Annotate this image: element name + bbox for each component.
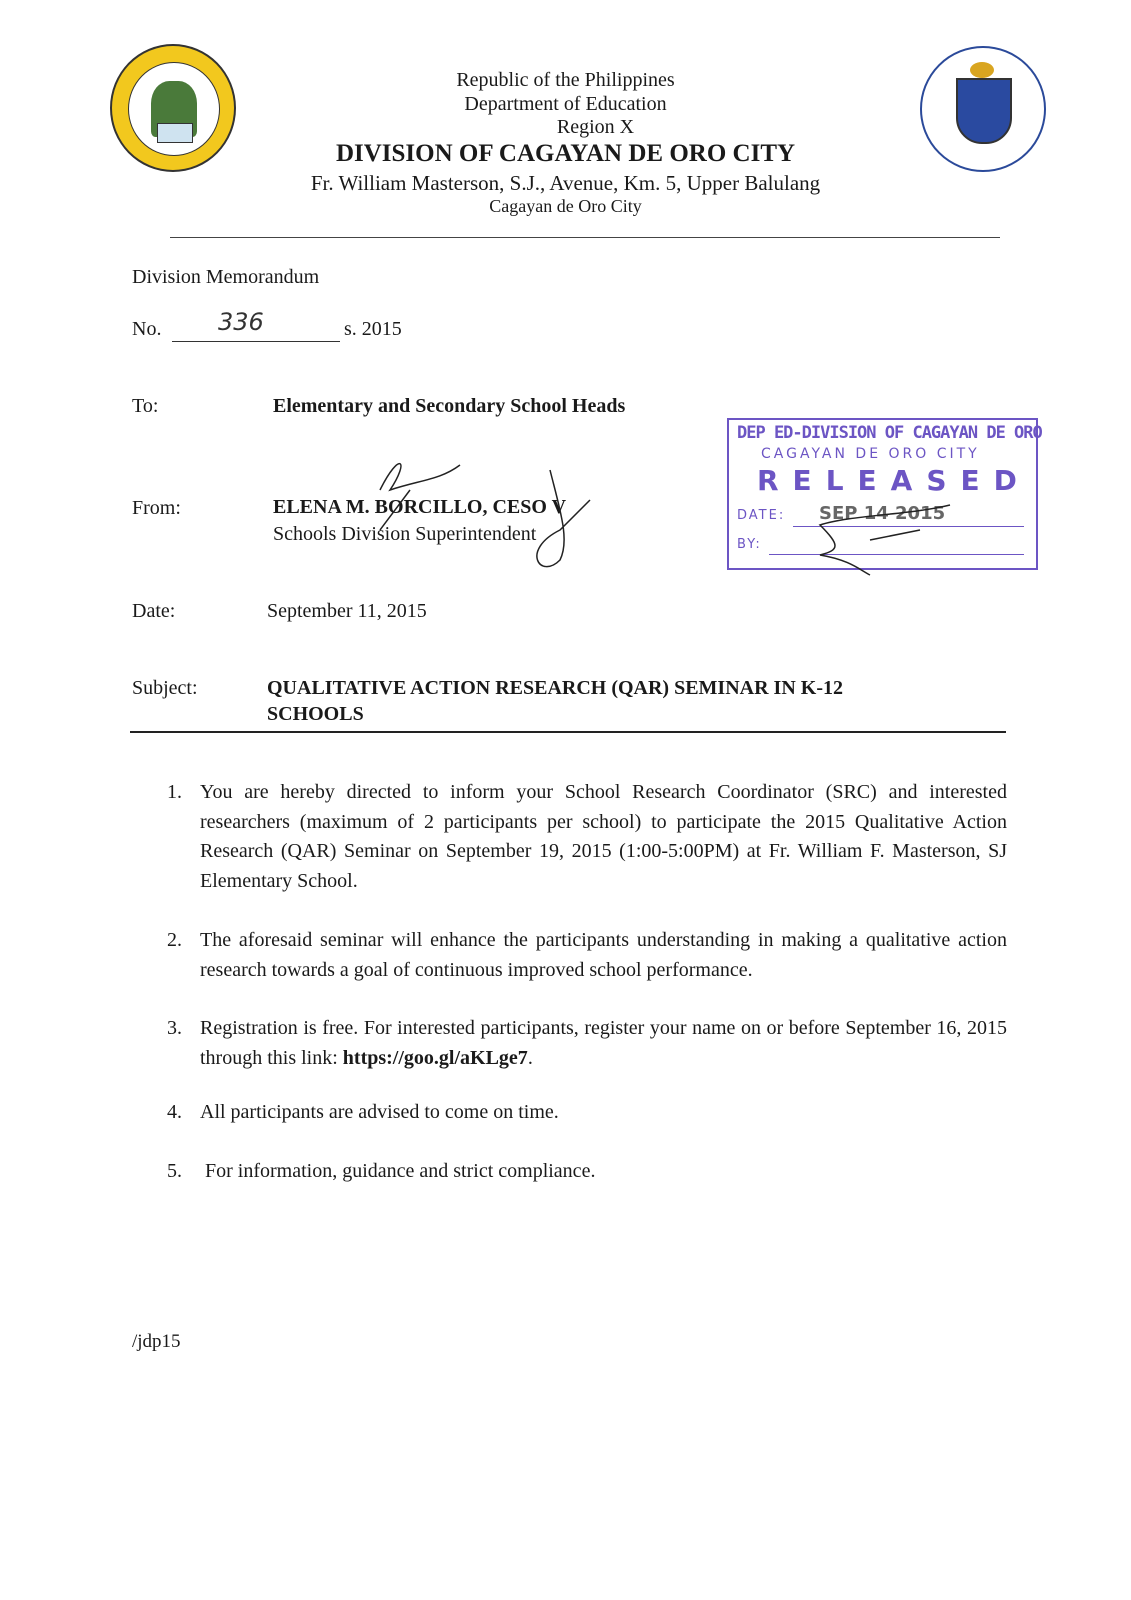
header-region: Region X: [556, 116, 635, 138]
memo-no-label: No.: [132, 318, 162, 340]
footer-ref: /jdp15: [132, 1331, 181, 1352]
subject-line2: SCHOOLS: [267, 703, 364, 725]
body-item-2: [167, 926, 1007, 985]
item-text: You are hereby directed to inform your School Research Coordinator (SRC) and interested researchers (maximum of 2 participants per school) to participate the 2015 Qualitative Action Research (QAR) Seminar on September 19, 2015 (1:00-5:00PM) at Fr. William F. Masterson, SJ Elementary School.: [200, 781, 1007, 892]
stamp-status: RELEASED: [757, 464, 1031, 497]
body-item-4: [167, 1098, 1007, 1128]
subject-line1: QUALITATIVE ACTION RESEARCH (QAR) SEMINAR IN K-12: [267, 677, 843, 699]
header-department: Department of Education: [464, 93, 667, 115]
subject-divider: [130, 731, 1006, 733]
item-text-wrap: [200, 1014, 1007, 1073]
memo-no-value: 336: [218, 308, 264, 336]
item-number: 2.: [167, 929, 182, 951]
item-text: The aforesaid seminar will enhance the participants understanding in making a qualitative action research towards a goal of continuous improved school performance.: [200, 929, 1007, 981]
stamp-line2: CAGAYAN DE ORO CITY: [761, 446, 980, 462]
body-item-5: [167, 1157, 1007, 1187]
stamp-initials-mark: [810, 495, 960, 580]
date-value: September 11, 2015: [267, 600, 427, 622]
memo-no-underline: [172, 341, 340, 342]
body-item-3: [167, 1014, 1007, 1073]
date-label: Date:: [132, 600, 176, 622]
subject-label: Subject:: [132, 677, 198, 699]
item-text: For information, guidance and strict compliance.: [205, 1160, 596, 1182]
from-label: From:: [132, 497, 181, 519]
stamp-date-value: SEP 14 2015: [819, 503, 946, 524]
item-number: 4.: [167, 1101, 182, 1123]
header-address: Fr. William Masterson, S.J., Avenue, Km. 5, Upper Balulang: [310, 171, 821, 195]
item-text: All participants are advised to come on time.: [200, 1101, 559, 1123]
header-divider: [170, 237, 1000, 238]
header-republic: Republic of the Philippines: [456, 69, 675, 91]
stamp-line1: DEP ED-DIVISION OF CAGAYAN DE ORO: [737, 423, 1042, 443]
item-number: 1.: [167, 781, 182, 803]
item-number: 3.: [167, 1017, 182, 1039]
to-value: Elementary and Secondary School Heads: [273, 395, 626, 417]
memo-type: Division Memorandum: [132, 266, 320, 288]
item-text-end: .: [527, 1046, 533, 1069]
from-title: Schools Division Superintendent: [273, 523, 537, 545]
to-label: To:: [132, 395, 159, 417]
header-division: DIVISION OF CAGAYAN DE ORO CITY: [335, 140, 796, 167]
memo-series: s. 2015: [344, 318, 402, 340]
registration-link[interactable]: https://goo.gl/aKLge7: [342, 1046, 528, 1069]
from-name: ELENA M. BORCILLO, CESO V: [273, 496, 567, 518]
item-number: 5.: [167, 1160, 182, 1182]
item-text: Registration is free. For interested participants, register your name on or before September 16, 2015 through this link:: [200, 1017, 1007, 1069]
stamp-date-label: DATE:: [737, 508, 786, 523]
stamp-by-label: BY:: [737, 537, 762, 552]
header-city: Cagayan de Oro City: [489, 196, 642, 216]
signature-mark: [360, 450, 610, 580]
body-item-1: [167, 778, 1007, 896]
